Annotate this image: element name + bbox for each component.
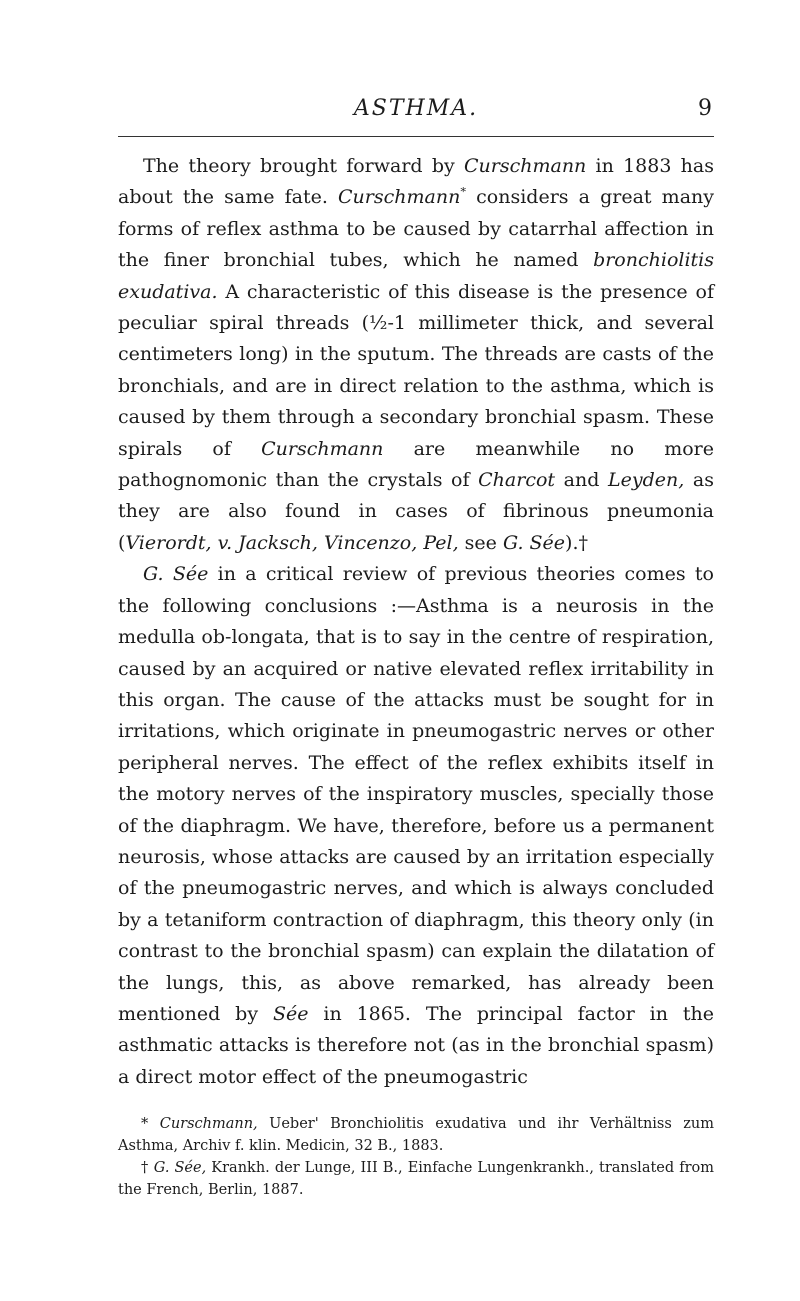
footnotes xyxy=(118,1113,714,1201)
text-run: in 1865. The principal factor in the asthmatic attacks is therefore not (as in the bronchial spasm) a direct motor effect of the pneumogastric xyxy=(118,1002,714,1088)
text-run: The theory brought forward by xyxy=(143,155,464,177)
text-run: considers a great many forms of reflex asthma to be caused by catarrhal affection in the finer bronchial tubes, which he named xyxy=(118,186,714,272)
running-head xyxy=(118,90,714,137)
italic-run: Curschmann xyxy=(463,155,587,177)
footnote-marker: * xyxy=(460,185,467,200)
italic-run: Curschmann xyxy=(261,437,384,460)
paragraph xyxy=(118,559,714,1093)
body-text xyxy=(118,151,714,1093)
italic-run: Curschmann, xyxy=(159,1116,258,1133)
footnote xyxy=(118,1157,714,1201)
footnote xyxy=(118,1113,714,1157)
page xyxy=(118,90,714,1201)
text-run: Krankh. der Lunge, III B., Einfache Lungenkrankh., translated from the French, Berlin, 1887. xyxy=(118,1160,714,1199)
italic-run: Vierordt, v. Jacksch, Vincenzo, Pel, xyxy=(125,531,459,554)
text-run: in a critical review of previous theories comes to the following conclusions :—Asthma is a neurosis in the medulla ob-longata, that is to say in the centre of respiration, caused by an acquired or native elevated reflex irritability in this organ. The cause of the attacks must be sought for in irritations, which originate in pneumogastric nerves or other peripheral nerves. The effect of the reflex exhibits itself in the motory nerves of the inspiratory muscles, specially those of the diaphragm. We have, therefore, before us a permanent neurosis, whose attacks are caused by an irritation especially of the pneumogastric nerves, and which is always concluded by a tetaniform contraction of diaphragm, this theory only (in contrast to the bronchial spasm) can explain the dilatation of the lungs, this, as above remarked, has already been mentioned by xyxy=(118,563,714,1025)
text-run: A characteristic of this disease is the presence of peculiar spiral threads (½-1 millimeter thick, and several centimeters long) in the sputum. The threads are casts of the bronchials, and are in direct relation to the asthma, which is caused by them through a secondary bronchial spasm. These spirals of xyxy=(118,280,714,460)
italic-run: Curschmann xyxy=(338,186,461,209)
text-run: * xyxy=(141,1116,160,1133)
page-number: 9 xyxy=(698,96,712,121)
italic-run: G. Sée, xyxy=(153,1160,207,1177)
italic-run: G. Sée xyxy=(143,563,209,586)
text-run: † xyxy=(141,1160,154,1177)
running-title: ASTHMA. xyxy=(353,96,479,121)
italic-run: Charcot xyxy=(478,469,556,492)
text-run: are meanwhile no more pathognomonic than the crystals of xyxy=(118,437,715,492)
text-run: in 1883 has about the same fate. xyxy=(118,155,715,209)
text-run: Ueber' Bronchiolitis exudativa und ihr Verhältniss zum Asthma, Archiv f. klin. Medicin, 32 B., 1883. xyxy=(118,1116,715,1155)
italic-run: Leyden, xyxy=(608,469,685,492)
paragraph xyxy=(118,151,714,559)
text-run: see xyxy=(458,531,503,554)
italic-run: bronchiolitis exudativa. xyxy=(118,249,714,303)
italic-run: G. Sée xyxy=(502,531,566,554)
text-run: ).† xyxy=(565,531,588,554)
text-run: as they are also found in cases of fibrinous pneumonia ( xyxy=(118,469,714,554)
italic-run: Sée xyxy=(272,1002,309,1025)
text-run: and xyxy=(555,469,609,492)
